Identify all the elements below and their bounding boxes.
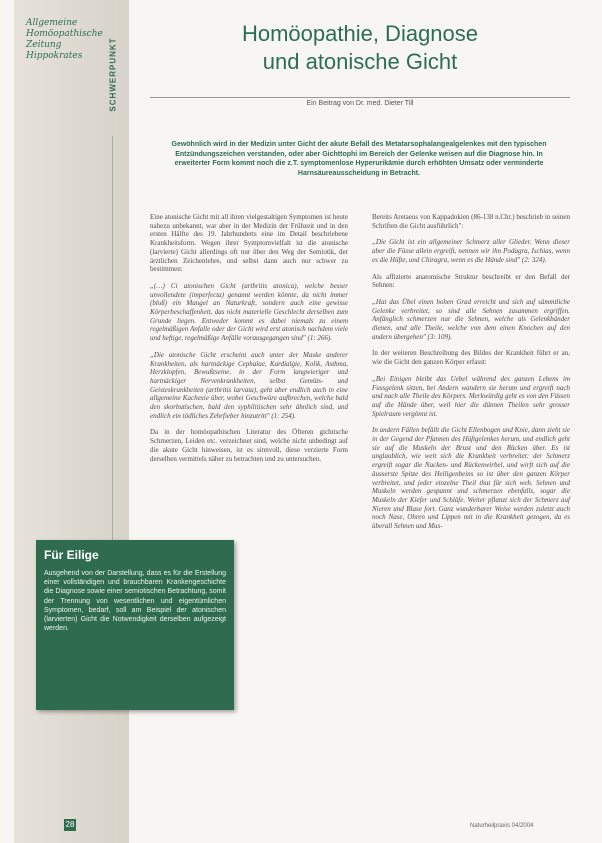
journal-logo: Allgemeine Homöopathische Zeitung Hippokrates	[26, 18, 103, 61]
quote-paragraph: „(…) Ci atonischen Gicht (arthritis atonica), welche besser unvollendete (imperfecta) genannt werden könnte, da nicht immer (bloß) ein Mangel an Naturkraft, sondern auch eine gewisse Körperbeschaffenheit, das nicht materielle Geschlecht derselben zum Grunde liegen. Entweder kommt es dabei niemals zu einem regelmäßigen Anfalle oder der Gicht wird erst atonisch nachdem viele und heftige, regelmäßige Anfälle vorausgegangen sind" (1: 266).	[150, 281, 348, 343]
quote-paragraph: „Hat das Übel einen hohen Grad erreicht und sich auf sämmtliche Gelenke verbreitet, so sind alle Sehnen zusammen ergriffen. Anfänglich schmerzen nur die Sehnen, welche als Gelenkbänder dienen, und alle Theile, welche von dem einen Knochen auf den andern übergehen" (3: 109).	[372, 297, 570, 341]
section-label: SCHWERPUNKT	[108, 37, 118, 112]
quote-paragraph: „Bei Einigen bleibt das Uebel während des ganzen Lebens im Fussgelenk sitzen, bei Andern wandern sie herum und ergreift nach und nach alle Theile des Körpers. Merkwürdig geht es von den Füssen auf die Hände über, weil hier die dünnen Theilen sehr grosser Spielraum vergönnt ist.	[372, 374, 570, 418]
article-title: Homöopathie, Diagnose und atonische Gicht	[241, 21, 479, 74]
body-paragraph: Eine atonische Gicht mit all ihren vielgestaltigen Symptomen ist heute nahezu unbekannt, war aber in der Medizin der Frühzeit und in den ersten Hälfte des 19. Jahrhunderts eine im Detail beschriebene Krankheitsform. Wegen ihrer Symptomvielfalt ist die atonische (larvierte) Gicht allerdings oft nur über den Weg der Semiotik, der ärztlichen Zeichenlehre, und selbst dann auch nur schwer zu bestimmen:	[150, 213, 348, 274]
body-paragraph: In der weiteren Beschreibung des Bildes der Krankheit führt er an, wie die Gicht den ganzen Körper erfasst:	[372, 349, 570, 367]
body-column-right	[372, 213, 570, 539]
page-number: 28	[65, 820, 75, 829]
body-paragraph: Da in der homöopathischen Literatur des Öfteren gichtische Schmerzen, Leiden etc. verzeichnet sind, welche nicht unbedingt auf die akute Gicht hinweisen, ist es sinnvoll, diese verzierte Form derselben vermittels näher zu betrachten und zu untersuchen.	[150, 428, 348, 463]
summary-box	[36, 540, 234, 710]
quote-paragraph: In andern Fällen befällt die Gicht Ellenbogen und Knie, dann zieht sie in der Gegend der Pfannen des Hüftgelenkes herum, und endlich geht sie auf die Muskeln der Brust und den Rücken über. Es ist unglaublich, wie weit sich die Krankheit verbreitet: der Schmerz ergreift sogar die Nacken- und Rückenwirbel, und wirft sich auf die äusserste Spitze des Heiligenbeins so ist über den ganzen Körper verbreitet, und jeder einzelne Theil thut für sich weh. Sehnen und Muskeln werden gespannt und schmerzen ebenfalls, sogar die Muskeln der Kiefer und Schläfe. Weiter pflanzt sich der Schmerz auf Nieren und Blase fort. Ganz wunderbarer Weise werden zuletzt auch noch Nase, Ohren und Lippen mit in die Krankheit gezogen, da es überall Sehnen und Mus-	[372, 426, 570, 531]
byline-rule	[150, 97, 570, 98]
journal-footer: Naturheilpraxis 04/2004	[470, 823, 534, 829]
summary-heading: Für Eilige	[44, 548, 99, 562]
lead-paragraph: Gewöhnlich wird in der Medizin unter Gicht der akute Befall des Metatarsophalangealgelenkes mit den typischen Entzündungszeichen verstanden, oder aber Gichttophi im Bereich der Gelenke weisen auf die Diagnose hin. In erweiterter Form kommt noch die z.T. symptomenlose Hyperurikämie durch erhöhten Umsatz oder verminderte Harnsäureausscheidung in Betracht.	[171, 141, 547, 177]
body-column-left	[150, 213, 348, 471]
quote-paragraph: „Die atonische Gicht erscheint auch unter der Maske anderer Krankheiten, als hartnäckige Cephalae, Kardialgie, Kolik, Asthma, Herzklopfen, Bewußtseine, in der Form langwieriger und hartnäckiger Nervenkrankheiten, selbst Gemüts- und Geisteskrankheiten (arthritis larvata), geht aber endlich auch in eine allgemeine Kachexie über, wobei Geschwüre aufbrechen, welche bald den skorbutischen, bald den syphilitischen sehr ähnlich sind, und endlich ein tödliches Zehrfieber hinzutritt" (1: 254).	[150, 350, 348, 420]
quote-paragraph: „Die Gicht ist ein allgemeiner Schmerz aller Glieder. Wenn dieser aber die Füsse allein ergreift, nennen wir ihn Podagra, Ischias, wenn es die Hüfte, und Chiragra, wenn es die Hände sind" (2: 324).	[372, 238, 570, 264]
body-paragraph: Bereits Aretaeus von Kappadokien (86-138 n.Chr.) beschrieb in seinen Schriften die Gicht ausführlich":	[372, 213, 570, 230]
summary-text: Ausgehend von der Darstellung, dass es für die Erstellung einer vollständigen und brauchbaren Krankengeschichte die Diagnose sowie einer semiotischen Betrachtung, somit der Trennung von wesentlichen und eigentümlichen Symptomen, bedarf, soll am Beispiel der atonischen (larvierten) Gicht die Notwendigkeit derselben aufgezeigt werden.	[44, 570, 226, 633]
body-paragraph: Als affizierte anatomische Struktur beschreibt er den Befall der Sehnen:	[372, 272, 570, 290]
byline: Ein Beitrag von Dr. med. Dieter Till	[306, 100, 414, 107]
